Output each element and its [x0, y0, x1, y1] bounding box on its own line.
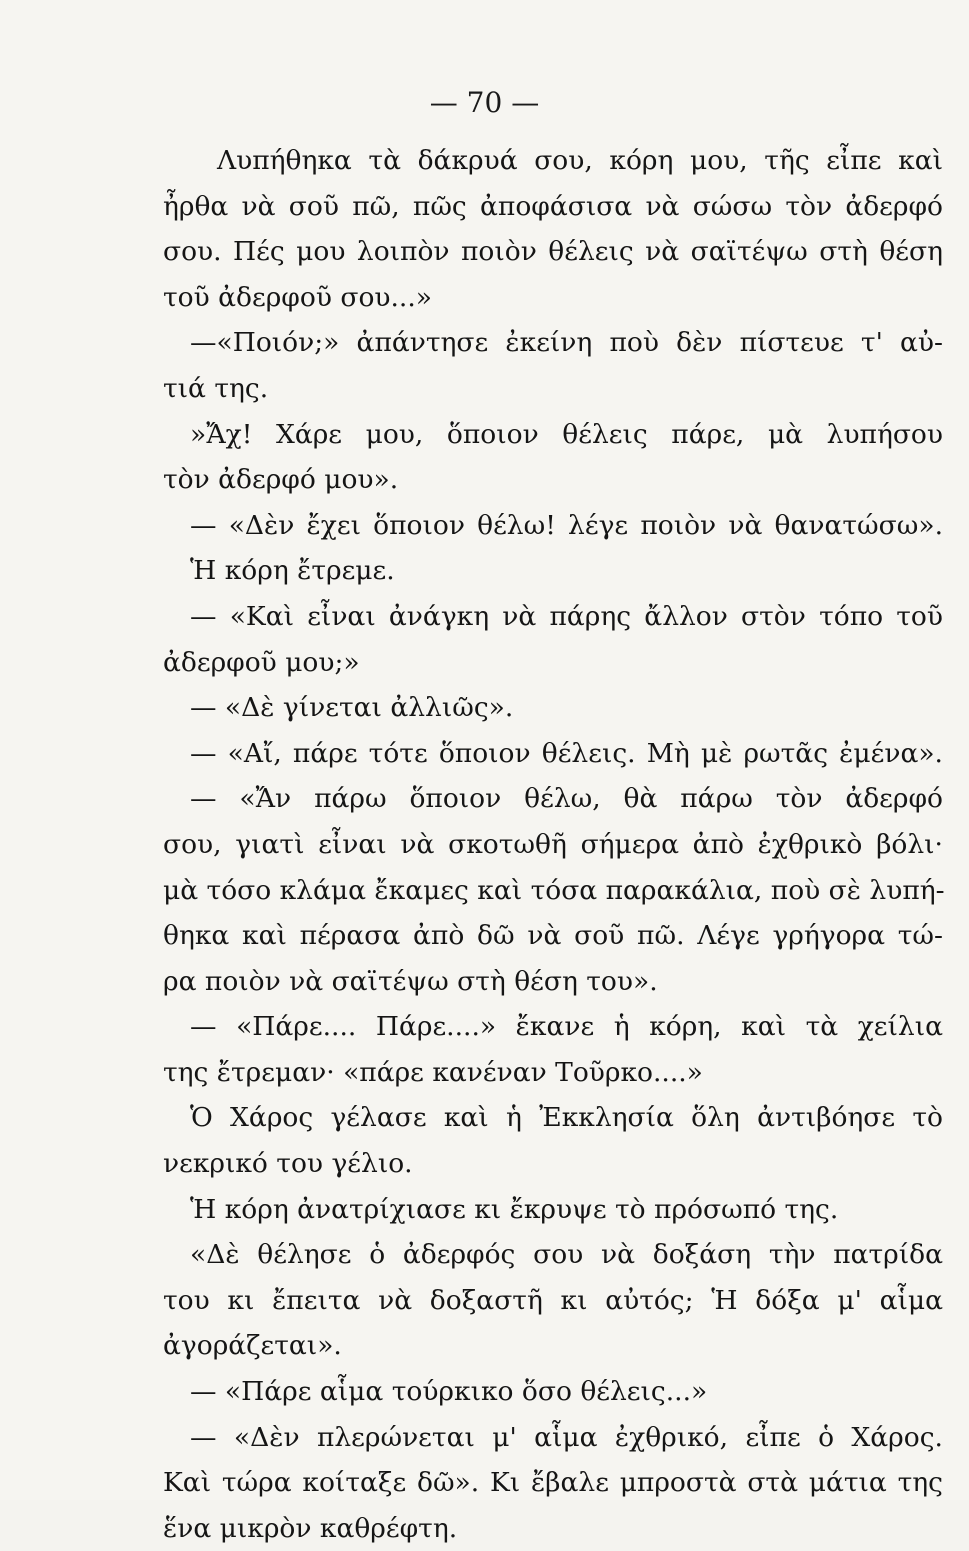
text-line: Ἡ κόρη ἀνατρίχιασε κι ἔκρυψε τὸ πρόσωπό της. [190, 1193, 839, 1225]
text-line: ἀδερφοῦ μου;» [163, 646, 360, 678]
text-line: — «Καὶ εἶναι ἀνάγκη νὰ πάρης ἄλλον στὸν τόπο τοῦ [190, 600, 943, 632]
text-line: «Δὲ θέλησε ὁ ἀδερφός σου νὰ δοξάση τὴν πατρίδα [190, 1239, 943, 1271]
text-line: Ὁ Χάρος γέλασε καὶ ἡ Ἐκκλησία ὅλη ἀντιβόησε τὸ [190, 1102, 943, 1134]
text-line: Λυπήθηκα τὰ δάκρυά σου, κόρη μου, τῆς εἶπε καὶ [217, 145, 943, 176]
text-line: — «Πάρε.... Πάρε....» ἔκανε ἡ κόρη, καὶ τὰ χείλια [190, 1011, 943, 1043]
text-line: »Ἄχ! Χάρε μου, ὅποιον θέλεις πάρε, μὰ λυπήσου [190, 418, 943, 450]
text-line: ἀγοράζεται». [163, 1330, 342, 1362]
text-line: —«Ποιόν;» ἀπάντησε ἐκείνη ποὺ δὲν πίστευε τ' αὐ- [190, 327, 943, 359]
text-line: — «Δὲν πλερώνεται μ' αἷμα ἐχθρικό, εἶπε ὁ Χάρος. [190, 1421, 943, 1453]
text-line: — «Ἄν πάρω ὅποιον θέλω, θὰ πάρω τὸν ἀδερφό [190, 783, 943, 815]
text-line: Ἡ κόρη ἔτρεμε. [190, 555, 395, 587]
text-line: θηκα καὶ πέρασα ἀπὸ δῶ νὰ σοῦ πῶ. Λέγε γρήγορα τώ- [163, 920, 943, 952]
text-line: της ἔτρεμαν· «πάρε κανέναν Τοῦρκο....» [163, 1056, 703, 1088]
body-text [163, 138, 943, 1551]
text-line: μὰ τόσο κλάμα ἔκαμες καὶ τόσα παρακάλια, ποὺ σὲ λυπή- [163, 874, 945, 906]
text-line: — «Δὲ γίνεται ἀλλιῶς». [190, 692, 514, 724]
text-line: — «Πάρε αἷμα τούρκικο ὅσο θέλεις...» [190, 1376, 708, 1408]
text-line: του κι ἔπειτα νὰ δοξαστῆ κι αὐτός; Ἡ δόξα μ' αἷμα [163, 1284, 943, 1316]
page-number: — 70 — [429, 86, 540, 119]
text-line: Καὶ τώρα κοίταξε δῶ». Κι ἔβαλε μπροστὰ στὰ μάτια της [163, 1467, 943, 1499]
text-line: ρα ποιὸν νὰ σαϊτέψω στὴ θέση του». [163, 965, 658, 997]
text-line: τὸν ἀδερφό μου». [163, 464, 399, 496]
text-line: σου. Πές μου λοιπὸν ποιὸν θέλεις νὰ σαϊτέψω στὴ θέση [163, 236, 943, 268]
text-line: τοῦ ἀδερφοῦ σου...» [163, 281, 432, 313]
text-line: — «Δὲν ἔχει ὅποιον θέλω! λέγε ποιὸν νὰ θανατώσω». [190, 509, 943, 541]
text-line: νεκρικό του γέλιο. [163, 1148, 413, 1180]
text-line: — «Αἴ, πάρε τότε ὅποιον θέλεις. Μὴ μὲ ρωτᾶς ἐμένα». [190, 737, 943, 769]
text-line: τιά της. [163, 372, 269, 404]
text-line: ἦρθα νὰ σοῦ πῶ, πῶς ἀποφάσισα νὰ σώσω τὸν ἀδερφό [163, 190, 943, 222]
text-line: σου, γιατὶ εἶναι νὰ σκοτωθῆ σήμερα ἀπὸ ἐχθρικὸ βόλι· [163, 828, 943, 860]
text-line: ἕνα μικρὸν καθρέφτη. [163, 1512, 458, 1544]
